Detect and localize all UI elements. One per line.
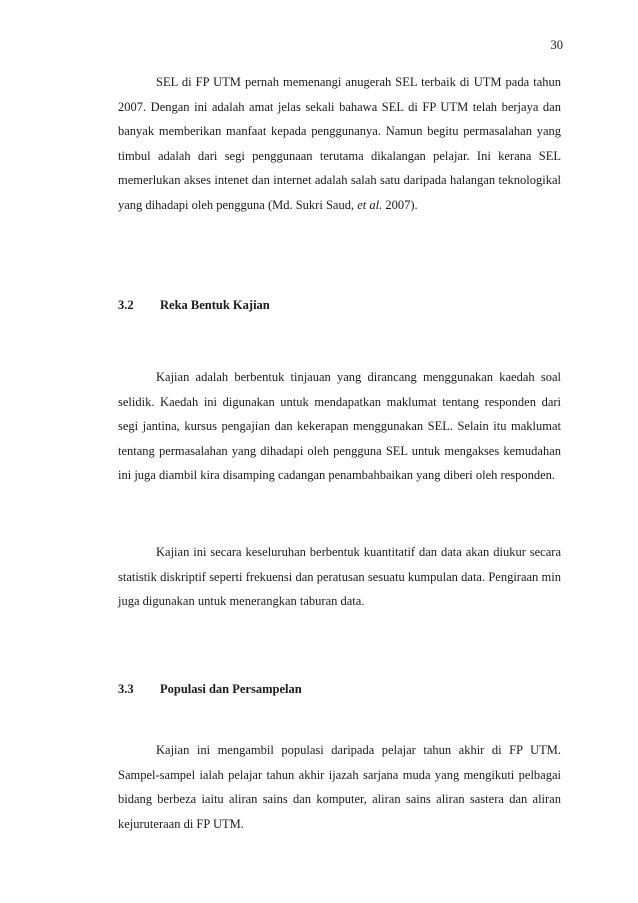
section-number: 3.3 [118,682,134,696]
section-heading-3-2 [118,298,270,312]
section-heading-3-3 [118,682,302,696]
section-title: Reka Bentuk Kajian [160,298,270,312]
section-number: 3.2 [118,298,134,312]
paragraph-quantitative: Kajian ini secara keseluruhan berbentuk kuantitatif dan data akan diukur secara statistik diskriptif seperti frekuensi dan peratusan sesuatu kumpulan data. Pengiraan min juga digunakan untuk menerangkan taburan data. [118,545,561,608]
paragraph-sel-award [118,70,561,217]
citation-et-al: et al. [357,197,383,212]
paragraph-study-design: Kajian adalah berbentuk tinjauan yang dirancang menggunakan kaedah soal selidik. Kaedah ini digunakan untuk mendapatkan maklumat tentang responden dari segi jantina, kursus pengajian dan kekerapan menggunakan SEL. Selain itu maklumat tentang permasalahan yang dihadapi oleh pengguna SEL untuk mengakses kemudahan ini juga diambil kira disamping cadangan penambahbaikan yang diberi oleh responden. [118,370,561,482]
paragraph-population: Kajian ini mengambil populasi daripada pelajar tahun akhir di FP UTM. Sampel-sampel ialah pelajar tahun akhir ijazah sarjana muda yang mengikuti pelbagai bidang berbeza iaitu aliran sains dan komputer, aliran sains aliran sastera dan aliran kejuruteraan di FP UTM. [118,743,561,831]
section-title: Populasi dan Persampelan [160,682,302,696]
citation-year: 2007). [382,197,418,212]
page-number: 30 [550,38,563,52]
paragraph-sel-award-text: SEL di FP UTM pernah memenangi anugerah SEL terbaik di UTM pada tahun 2007. Dengan ini adalah amat jelas sekali bahawa SEL di FP UTM telah berjaya dan banyak memberikan manfaat kepada penggunanya. Namun begitu permasalahan yang timbul adalah dari segi penggunaan terutama dikalangan pelajar. Ini kerana SEL memerlukan akses intenet dan internet adalah salah satu daripada halangan teknologikal yang dihadapi oleh pengguna (Md. Sukri Saud, [118,75,561,212]
